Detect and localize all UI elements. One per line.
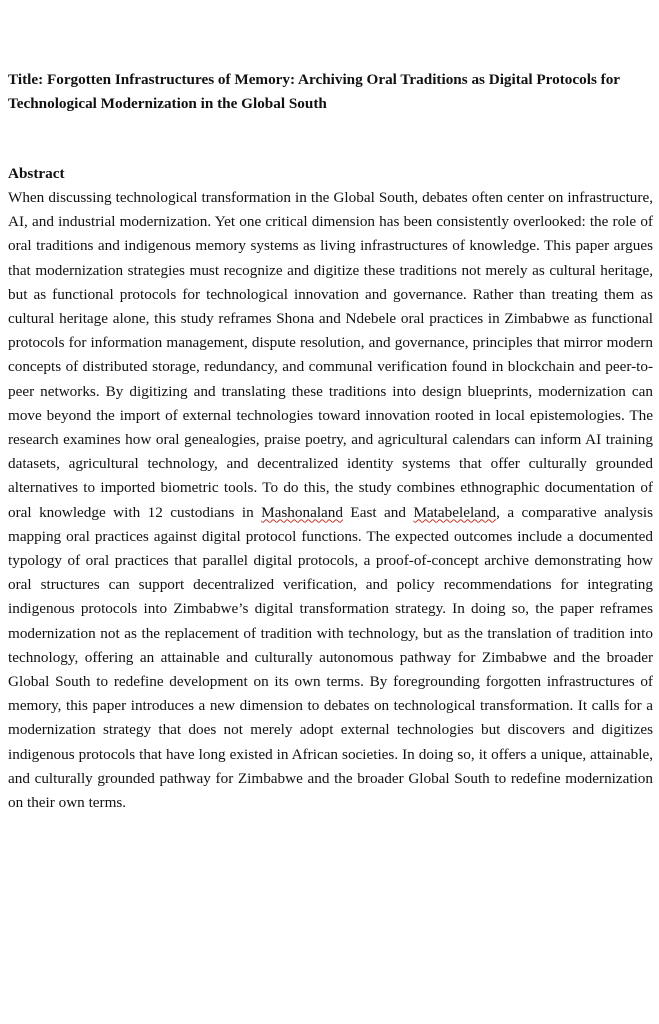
document-title: Title: Forgotten Infrastructures of Memory: Archiving Oral Traditions as Digital Protocols for Technological Modernization in the Global South <box>8 71 620 112</box>
spellcheck-word-matabeleland: Matabeleland <box>413 503 497 521</box>
abstract-heading: Abstract <box>8 165 65 182</box>
abstract-text-part-3: , a comparative analysis mapping oral practices against digital protocol functions. The expected outcomes include a documented typology of oral practices that parallel digital protocols, a proof-of-concept archive demonstrating how oral structures can support decentralized verification, and policy recommendations for integrating indigenous protocols into Zimbabwe’s digital transformation strategy. In doing so, the paper reframes modernization not as the replacement of tradition with technology, but as the translation of tradition into technology, offering an attainable and culturally autonomous pathway for Zimbabwe and the broader Global South to redefine development on its own terms. By foregrounding forgotten infrastructures of memory, this paper introduces a new dimension to debates on technological transformation. It calls for a modernization strategy that does not merely adopt external technologies but discovers and digitizes indigenous protocols that have long existed in African societies. In doing so, it offers a unique, attainable, and culturally grounded pathway for Zimbabwe and the broader Global South to redefine modernization on their own terms. <box>8 503 653 812</box>
abstract-text-part-1: When discussing technological transformation in the Global South, debates often center on infrastructure, AI, and industrial modernization. Yet one critical dimension has been consistently overlooked: the role of oral traditions and indigenous memory systems as living infrastructures of knowledge. This paper argues that modernization strategies must recognize and digitize these traditions not merely as cultural heritage, but as functional protocols for technological innovation and governance. Rather than treating them as cultural heritage alone, this study reframes Shona and Ndebele oral practices in Zimbabwe as functional protocols for information management, dispute resolution, and governance, principles that mirror modern concepts of distributed storage, redundancy, and communal verification found in blockchain and peer-to-peer networks. By digitizing and translating these traditions into design blueprints, modernization can move beyond the import of external technologies toward innovation rooted in local epistemologies. The research examines how oral genealogies, praise poetry, and agricultural calendars can inform AI training datasets, agricultural technology, and decentralized identity systems that offer culturally grounded alternatives to imported biometric tools. To do this, the study combines ethnographic documentation of oral knowledge with 12 custodians in <box>8 189 653 521</box>
spellcheck-word-mashonaland: Mashonaland <box>261 503 343 521</box>
abstract-body <box>8 186 653 815</box>
document-page <box>8 68 653 815</box>
abstract-text-part-2: East and <box>342 503 414 521</box>
